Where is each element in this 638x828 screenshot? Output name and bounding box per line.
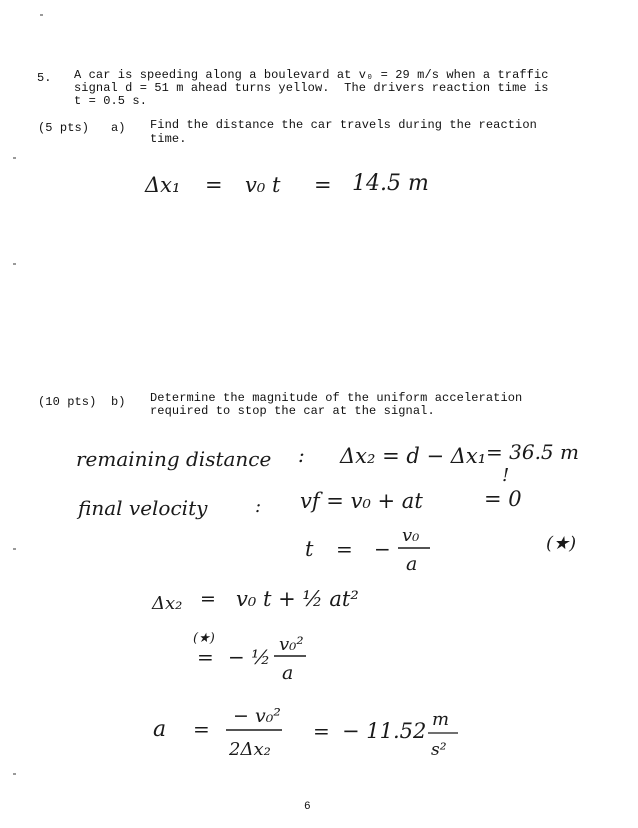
part-a-points: (5 pts)	[38, 121, 90, 135]
problem-statement-line-2: signal d = 51 m ahead turns yellow. The drivers reaction time is	[74, 81, 549, 95]
hw-dx2-lhs: Δx₂	[152, 593, 183, 614]
hw-a-value: − 11.52	[342, 719, 427, 743]
hw-dx2-eq: =	[200, 588, 216, 610]
hw-a-den: 2Δx₂	[229, 739, 271, 760]
hw-a-unit-den: s²	[431, 740, 447, 760]
hw-t-den: a	[406, 553, 418, 575]
hw-remaining-distance	[76, 440, 579, 486]
hw-a-mid: v₀ t	[245, 173, 281, 197]
hw-t-num: v₀	[402, 525, 420, 546]
hw-a-result: 14.5 m	[352, 171, 429, 196]
hw-sub-minus-half: − ½	[228, 645, 271, 669]
part-b-prompt-line-1: Determine the magnitude of the uniform acceleration	[150, 391, 523, 405]
hw-a-eq-b: =	[193, 717, 210, 741]
hw-remaining-label: remaining distance	[76, 447, 272, 471]
hw-time-expression	[305, 525, 576, 575]
hw-final-expr: vf = v₀ + at	[300, 489, 423, 513]
hw-a-num: − v₀²	[233, 705, 281, 727]
hw-colon-2: :	[255, 496, 262, 517]
hw-final-label: final velocity	[78, 496, 208, 520]
part-a-prompt-line-1: Find the distance the car travels during the reaction	[150, 118, 537, 132]
hw-colon-1: :	[298, 443, 305, 467]
hw-a-lhs-b: a	[153, 717, 167, 742]
problem-statement-line-3: t = 0.5 s.	[74, 94, 148, 108]
part-a-handwritten-answer	[144, 171, 429, 197]
hw-acceleration-result	[153, 705, 458, 760]
hw-remaining-expr: Δx₂ = d − Δx₁	[340, 444, 487, 468]
hw-t-eq: =	[336, 537, 353, 561]
hw-final-velocity	[76, 487, 522, 520]
hw-t-minus: −	[374, 537, 391, 561]
hw-a-unit-num: m	[432, 709, 450, 730]
hw-t-lhs: t	[305, 537, 314, 561]
part-b-prompt-line-2: required to stop the car at the signal.	[150, 404, 435, 418]
part-b-points: (10 pts)	[38, 395, 97, 409]
page-number: 6	[304, 801, 311, 813]
problem-number: 5.	[37, 71, 52, 85]
hw-a-lhs: Δx₁	[145, 173, 181, 197]
hw-bang: !	[502, 465, 510, 486]
hw-substitution	[193, 631, 306, 684]
hw-star-small: (★)	[193, 631, 215, 646]
hw-a-eq2: =	[314, 173, 332, 197]
problem-statement-line-1: A car is speeding along a boulevard at v₀ = 29 m/s when a traffic	[74, 68, 549, 82]
part-a-prompt-line-2: time.	[150, 132, 187, 146]
hw-sub-den: a	[282, 662, 294, 684]
part-a-label: a)	[111, 121, 126, 135]
hw-final-value: = 0	[484, 487, 522, 511]
hw-sub-eq: =	[197, 645, 214, 669]
hw-sub-num: v₀²	[279, 634, 304, 655]
hw-dx2-expression	[151, 587, 359, 614]
hw-remaining-value: = 36.5 m	[486, 440, 579, 464]
hw-star-tag: (★)	[546, 533, 577, 554]
hw-a-eq1: =	[205, 173, 223, 197]
part-b-label: b)	[111, 395, 126, 409]
hw-dx2-rhs: v₀ t + ½ at²	[236, 587, 359, 611]
hw-a-eq2: =	[313, 719, 330, 743]
